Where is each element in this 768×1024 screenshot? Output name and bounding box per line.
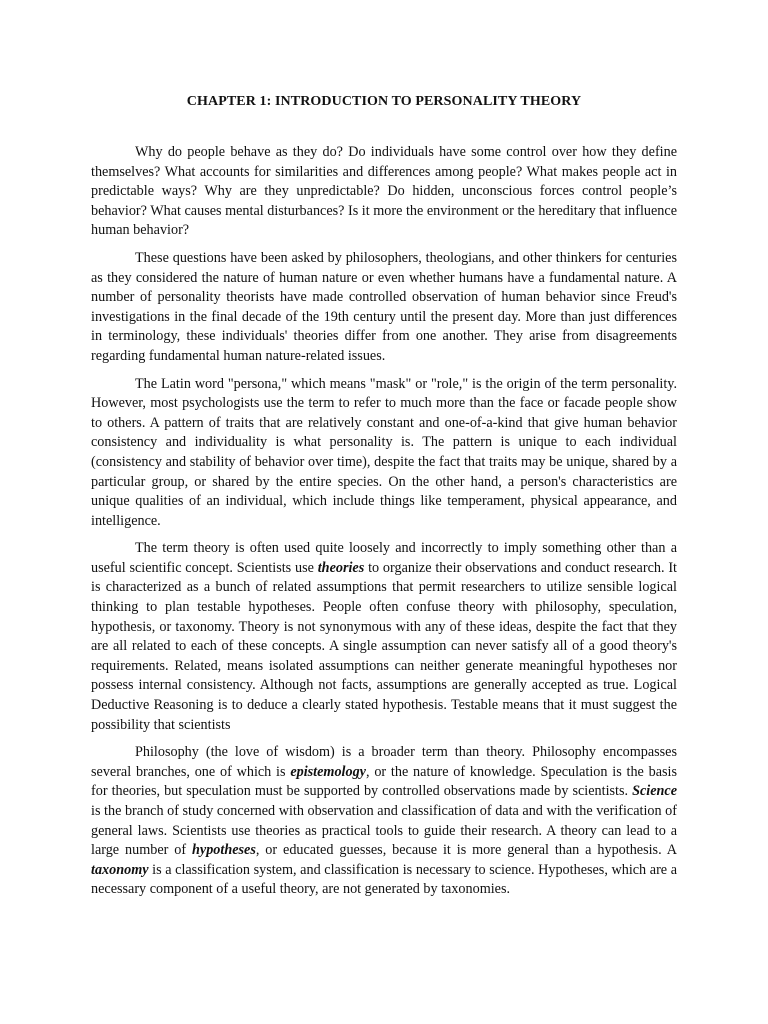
paragraph-5 bbox=[91, 743, 677, 900]
key-term: Science bbox=[632, 783, 677, 800]
body-text bbox=[91, 143, 677, 900]
chapter-title: CHAPTER 1: INTRODUCTION TO PERSONALITY THEORY bbox=[186, 94, 582, 109]
paragraph-text: Why do people behave as they do? Do individuals have some control over how they define themselves? What accounts for similarities and differences among people? What makes people act in predictable ways? Why are they unpredictable? Do hidden, unconscious forces control people’s behavior? What causes mental disturbances? Is it more the environment or the hereditary that influence human behavior? bbox=[91, 144, 677, 239]
paragraph-4 bbox=[91, 539, 677, 735]
paragraph-text: to organize their observations and conduct research. It is characterized as a bunch of related assumptions that permit researchers to utilize sensible logical thinking to plan testable hypotheses. People often confuse theory with philosophy, speculation, hypothesis, or taxonomy. Theory is not synonymous with any of these ideas, despite the fact that they are all related to each of these concepts. A single assumption can never satisfy all of a good theory's requirements. Related, means isolated assumptions can neither generate meaningful hypotheses nor possess internal consistency. Although not facts, assumptions are generally accepted as true. Logical Deductive Reasoning is to deduce a clearly stated hypothesis. Testable means that it must suggest the possibility that scientists bbox=[91, 559, 677, 733]
paragraph-text: The Latin word "persona," which means "mask" or "role," is the origin of the term personality. However, most psychologists use the term to refer to much more than the face or facade people show to others. A pattern of traits that are relatively constant and one-of-a-kind that give human behavior consistency and individuality is what personality is. The pattern is unique to each individual (consistency and stability of behavior over time), despite the fact that traits may be unique, shared by a particular group, or shared by the entire species. On the other hand, a person's characteristics are unique qualities of an individual, which include things like temperament, physical appearance, and intelligence. bbox=[91, 375, 677, 529]
key-term: taxonomy bbox=[91, 861, 149, 878]
key-term: epistemology bbox=[290, 763, 366, 780]
paragraph-text: Philosophy (the love of wisdom) is a broader term than theory. Philosophy encompasses several branches, one of which is bbox=[91, 744, 677, 780]
paragraph-text: is a classification system, and classification is necessary to science. Hypotheses, which are a necessary component of a useful theory, are not generated by taxonomies. bbox=[91, 861, 677, 898]
paragraph-text: , or the nature of knowledge. Speculation is the basis for theories, but speculation must be supported by controlled observations made by scientists. bbox=[91, 763, 678, 800]
paragraph-text: The term theory is often used quite loosely and incorrectly to imply something other than a useful scientific concept. Scientists use bbox=[91, 540, 677, 576]
paragraph-text: , or educated guesses, because it is more general than a hypothesis. A bbox=[255, 842, 678, 859]
paragraph-1 bbox=[91, 143, 677, 241]
paragraph-text: is the branch of study concerned with observation and classification of data and with the verification of general laws. Scientists use theories as practical tools to guide their research. A theory can lead to a large number of bbox=[91, 803, 677, 859]
document-page bbox=[91, 92, 677, 908]
paragraph-text: These questions have been asked by philosophers, theologians, and other thinkers for centuries as they considered the nature of human nature or even whether humans have a fundamental nature. A number of personality theorists have made controlled observation of human behavior since Freud's investigations in the final decade of the 19th century until the present day. More than just differences in terminology, these individuals' theories differ from one another. They arise from disagreements regarding fundamental human nature-related issues. bbox=[91, 249, 677, 364]
paragraph-3 bbox=[91, 375, 677, 532]
paragraph-2 bbox=[91, 249, 677, 367]
key-term: hypotheses bbox=[192, 842, 256, 859]
key-term: theories bbox=[317, 559, 365, 576]
